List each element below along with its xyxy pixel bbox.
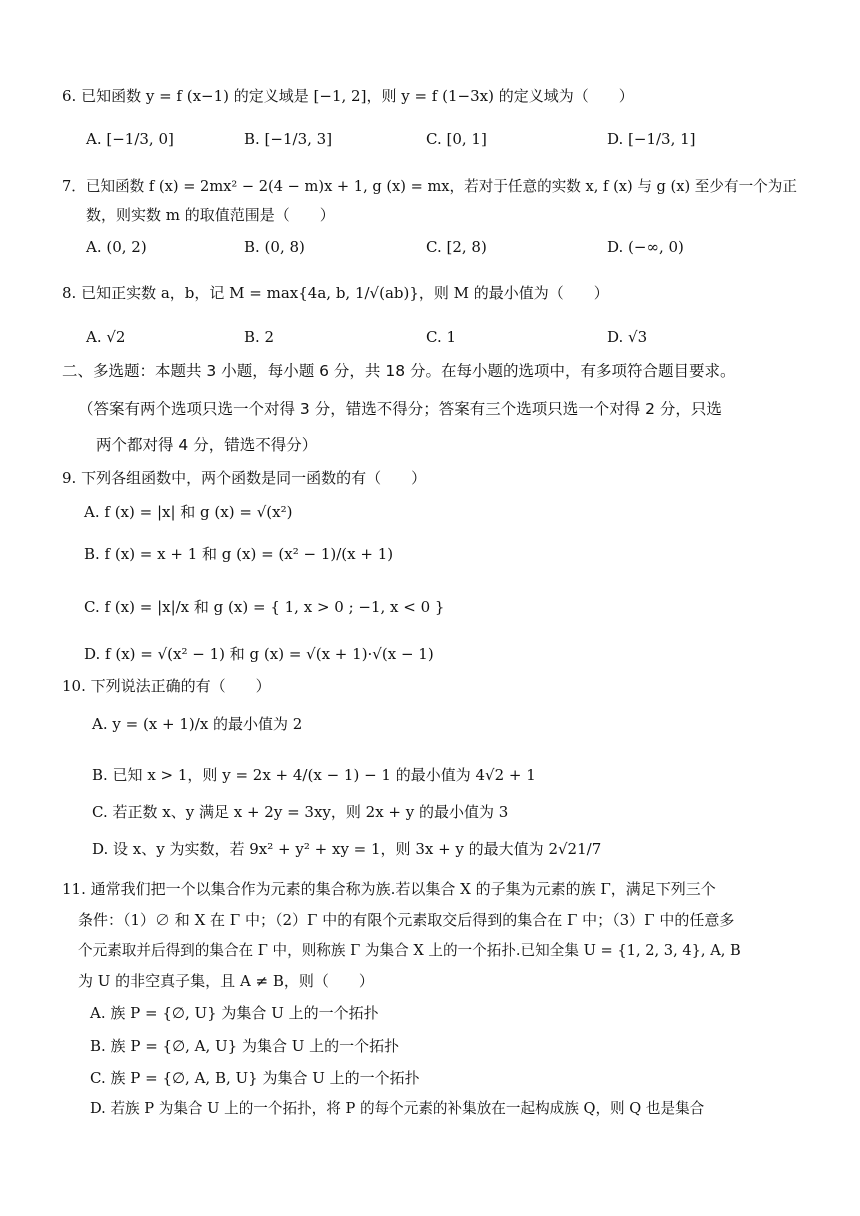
q8-option-b: B. 2 <box>244 328 275 346</box>
q8-option-c: C. 1 <box>426 328 457 346</box>
q7-option-a: A. (0, 2) <box>86 238 147 256</box>
q11-option-b: B. 族 P = {∅, A, U} 为集合 U 上的一个拓扑 <box>90 1037 400 1055</box>
q11-option-a: A. 族 P = {∅, U} 为集合 U 上的一个拓扑 <box>90 1004 379 1022</box>
q7-stem-line2: 数，则实数 m 的取值范围是（ ） <box>86 206 335 224</box>
q10-stem: 10. 下列说法正确的有（ ） <box>62 677 271 695</box>
q8-option-a: A. √2 <box>86 328 126 346</box>
q7-stem-line1: 7．已知函数 f (x) = 2mx² − 2(4 − m)x + 1, g (x) = mx，若对于任意的实数 x, f (x) 与 g (x) 至少有一个为正 <box>62 178 797 195</box>
q11-option-c: C. 族 P = {∅, A, B, U} 为集合 U 上的一个拓扑 <box>90 1069 420 1087</box>
q6-option-a: A. [−1/3, 0] <box>86 130 174 148</box>
q7-option-d: D. (−∞, 0) <box>607 238 684 256</box>
q7-option-c: C. [2, 8) <box>426 238 487 256</box>
q8-stem: 8. 已知正实数 a，b，记 M = max{4a, b, 1/√(ab)}，则 M 的最小值为（ ） <box>62 284 609 302</box>
q10-option-b: B. 已知 x > 1，则 y = 2x + 4/(x − 1) − 1 的最小值为 4√2 + 1 <box>92 766 536 784</box>
q7-option-b: B. (0, 8) <box>244 238 305 256</box>
q9-option-d: D. f (x) = √(x² − 1) 和 g (x) = √(x + 1)·√(x − 1) <box>84 645 434 663</box>
q11-stem-line4: 为 U 的非空真子集，且 A ≠ B，则（ ） <box>78 972 374 990</box>
q6-option-b: B. [−1/3, 3] <box>244 130 333 148</box>
q9-option-a: A. f (x) = |x| 和 g (x) = √(x²) <box>84 503 293 521</box>
section2-heading-line3: 两个都对得 4 分，错选不得分） <box>96 436 318 454</box>
q9-stem: 9. 下列各组函数中，两个函数是同一函数的有（ ） <box>62 469 427 487</box>
q10-option-a: A. y = (x + 1)/x 的最小值为 2 <box>92 715 303 733</box>
q11-stem-line2: 条件：（1）∅ 和 X 在 Γ 中；（2）Γ 中的有限个元素取交后得到的集合在 Γ 中；（3）Γ 中的任意多 <box>78 911 735 929</box>
section2-heading-line2: （答案有两个选项只选一个对得 3 分，错选不得分；答案有三个选项只选一个对得 2 分，只选 <box>78 400 722 418</box>
q9-option-c: C. f (x) = |x|/x 和 g (x) = { 1, x > 0 ; −1, x < 0 } <box>84 598 445 616</box>
q10-option-d: D. 设 x、y 为实数，若 9x² + y² + xy = 1，则 3x + y 的最大值为 2√21/7 <box>92 840 602 858</box>
q11-stem-line1: 11. 通常我们把一个以集合作为元素的集合称为族.若以集合 X 的子集为元素的族 Γ，满足下列三个 <box>62 880 716 898</box>
q11-stem-line3: 个元素取并后得到的集合在 Γ 中，则称族 Γ 为集合 X 上的一个拓扑.已知全集 U = {1, 2, 3, 4}, A, B <box>78 942 741 959</box>
q6-stem: 6. 已知函数 y = f (x−1) 的定义域是 [−1, 2]，则 y = f (1−3x) 的定义域为（ ） <box>62 87 634 105</box>
q9-option-b: B. f (x) = x + 1 和 g (x) = (x² − 1)/(x + 1) <box>84 545 394 563</box>
q11-option-d: D. 若族 P 为集合 U 上的一个拓扑，将 P 的每个元素的补集放在一起构成族 Q，则 Q 也是集合 <box>90 1100 705 1117</box>
q6-option-c: C. [0, 1] <box>426 130 487 148</box>
q6-option-d: D. [−1/3, 1] <box>607 130 696 148</box>
q10-option-c: C. 若正数 x、y 满足 x + 2y = 3xy，则 2x + y 的最小值为 3 <box>92 803 509 821</box>
q8-option-d: D. √3 <box>607 328 648 346</box>
section2-heading-line1: 二、多选题：本题共 3 小题，每小题 6 分，共 18 分。在每小题的选项中，有多项符合题目要求。 <box>62 362 736 380</box>
